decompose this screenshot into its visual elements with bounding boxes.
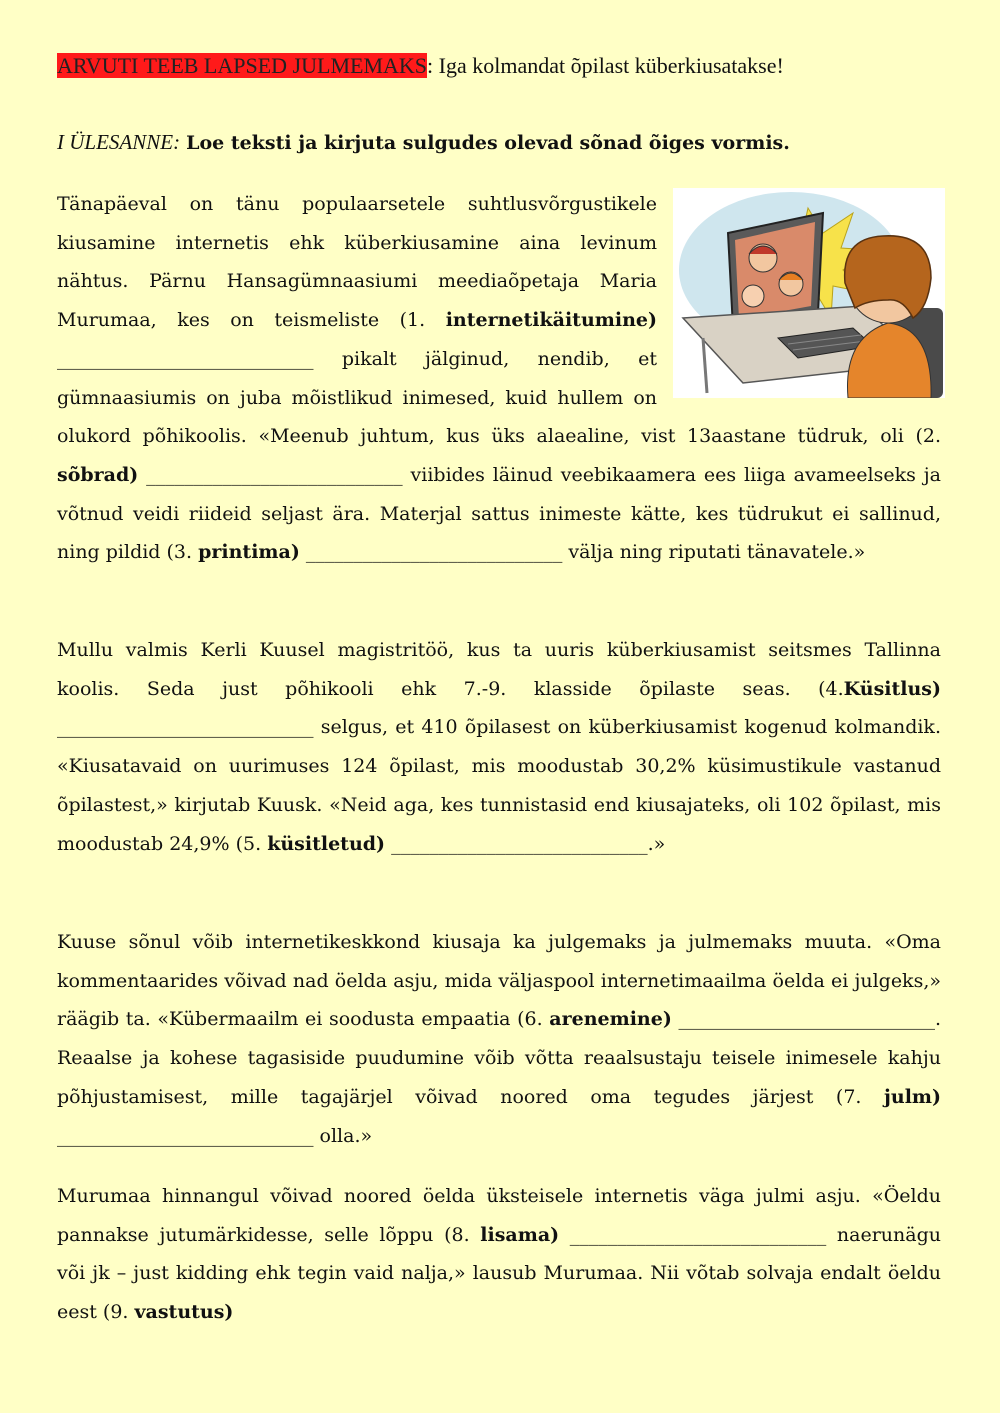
paragraph-4: Murumaa hinnangul võivad noored öelda üksteisele internetis väga julmi asju. «Öeldu pannakse jutumärkidesse, selle lõppu (8. lisama) ___________________________ naerunägu või jk – just kidding ehk tegin vaid nalja,» lausub Murumaa. Nii võtab solvaja endalt öeldu eest (9. vastutus) xyxy=(57,1185,942,1324)
word-prompt-6: arenemine) xyxy=(549,1008,672,1031)
title-rest: : Iga kolmandat õpilast küberkiusatakse! xyxy=(427,53,784,78)
answer-blank-4[interactable]: ___________________________ selgus, et 410 õpilasest on küberkiusamist kogenud kolmandik. «Kiusatavaid on uurimuses 124 õpilast, mis moodustab 30,2% küsimustikule vastanud õpilastest,» kirjutab Kuusk. «Neid aga, kes tunnistasid end kiusajateks, oli 102 õpilast, mis moodustab 24,9% (5. xyxy=(57,716,941,855)
word-prompt-1: internetikäitumine) xyxy=(445,309,657,332)
answer-blank-6[interactable]: ___________________________. Reaalse ja kohese tagasiside puudumine võib võtta reaalsustaju teisele inimesele kahju põhjustamisest, mille tagajärjel võivad noored oma tegudes järjest (7. xyxy=(57,1008,941,1108)
task-label: I ÜLESANNE: xyxy=(57,130,181,154)
answer-blank-3[interactable]: ___________________________ välja ning riputati tänavatele.» xyxy=(299,541,866,564)
answer-blank-5[interactable]: ___________________________.» xyxy=(385,832,666,855)
child-at-computer-illustration xyxy=(673,188,945,398)
task-heading xyxy=(57,128,790,157)
answer-blank-1[interactable]: ___________________________ pikalt jälginud, nendib, et gümnaasiumis on juba mõistlikud inimesed, kuid hullem on olukord põhikoolis. «Meenub juhtum, kus üks alaealine, vist 13aastane tüdruk, oli (2. xyxy=(57,347,941,448)
article-title xyxy=(57,52,784,80)
word-prompt-5: küsitletud) xyxy=(267,832,386,855)
paragraph-2: Mullu valmis Kerli Kuusel magistritöö, kus ta uuris küberkiusamist seitsmes Tallinna koolis. Seda just põhikooli ehk 7.-9. klasside õpilaste seas. (4.Küsitlus) ___________________________ selgus, et 410 õpilasest on küberkiusamist kogenud kolmandik. «Kiusatavaid on uurimuses 124 õpilast, mis moodustab 30,2% küsimustikule vastanud õpilastest,» kirjutab Kuusk. «Neid aga, kes tunnistasid end kiusajateks, oli 102 õpilast, mis moodustab 24,9% (5. küsitletud) ___________________________.» xyxy=(57,639,941,855)
word-prompt-8: lisama) xyxy=(480,1223,560,1246)
paragraph-1: Tänapäeval on tänu populaarsetele suhtlusvõrgustikele kiusamine internetis ehk küberkiusamine aina levinum nähtus. Pärnu Hansagümnaasiumi meediaõpetaja Maria Murumaa, kes on teismeliste (1. internetikäitumine) ___________________________ pikalt jälginud, nendib, et gümnaasiumis on juba mõistlikud inimesed, kuid hullem on olukord põhikoolis. «Meenub juhtum, kus üks alaealine, vist 13aastane tüdruk, oli (2. sõbrad) ___________________________ viibides läinud veebikaamera ees liiga avameelseks ja võtnud veidi riideid seljast ära. Materjal sattus inimeste kätte, kes tüdrukut ei sallinud, ning pildid (3. printima) ___________________________ välja ning riputati tänavatele.» xyxy=(57,185,941,572)
answer-blank-7[interactable]: ___________________________ olla.» xyxy=(57,1124,373,1147)
word-prompt-4: Küsitlus) xyxy=(843,677,941,700)
word-prompt-2: sõbrad) xyxy=(57,463,139,486)
word-prompt-7: julm) xyxy=(884,1085,941,1108)
answer-blank-2[interactable]: ___________________________ viibides läinud veebikaamera ees liiga avameelseks ja võtnud veidi riideid seljast ära. Materjal sattus inimeste kätte, kes tüdrukut ei sallinud, ning pildid (3. xyxy=(57,463,941,564)
word-prompt-3: printima) xyxy=(198,541,300,564)
paragraph-3: Kuuse sõnul võib internetikeskkond kiusaja ka julgemaks ja julmemaks muuta. «Oma kommentaarides võivad nad öelda asju, mida väljaspool internetimaailma öelda ei julgeks,» räägib ta. «Kübermaailm ei soodusta empaatia (6. arenemine) ___________________________. Reaalse ja kohese tagasiside puudumine võib võtta reaalsustaju teisele inimesele kahju põhjustamisest, mille tagajärjel võivad noored oma tegudes järjest (7. julm) ___________________________ olla.» xyxy=(57,931,941,1147)
task-instruction: Loe teksti ja kirjuta sulgudes olevad sõnad õiges vormis. xyxy=(186,132,790,154)
word-prompt-9: vastutus) xyxy=(134,1301,234,1324)
title-highlight: ARVUTI TEEB LAPSED JULMEMAKS xyxy=(57,53,428,78)
answer-blank-8[interactable]: ___________________________ naerunägu või jk – just kidding ehk tegin vaid nalja,» lausub Murumaa. Nii võtab solvaja endalt öeldu eest (9. xyxy=(57,1223,942,1324)
